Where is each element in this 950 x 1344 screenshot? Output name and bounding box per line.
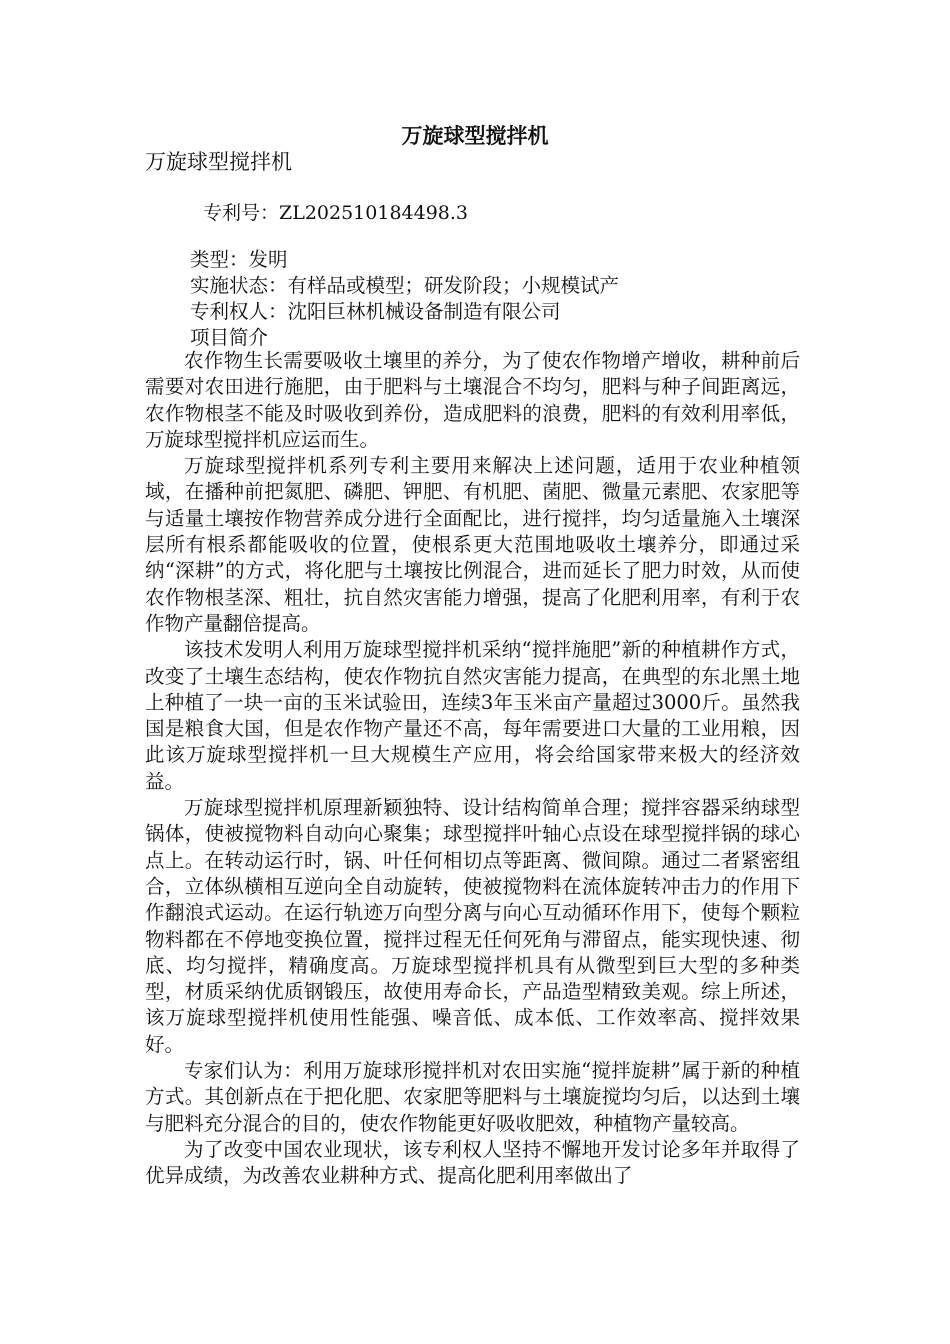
- paragraph: 万旋球型搅拌机原理新颖独特、设计结构简单合理；搅拌容器采纳球型锅体，使被搅物料自动向心聚集；球型搅拌叶轴心点设在球型搅拌锅的球心点上。在转动运行时，锅、叶任何相切点等距离、微间隙。通过二者紧密组合，立体纵横相互逆向全自动旋转，使被搅物料在流体旋转冲击力的作用下作翻浪式运动。在运行轨迹万向型分离与向心互动循环作用下，使每个颗粒物料都在不停地变换位置，搅拌过程无任何死角与滞留点，能实现快速、彻底、均匀搅拌，精确度高。万旋球型搅拌机具有从微型到巨大型的多种类型，材质采纳优质钢锻压，故使用寿命长，产品造型精致美观。综上所述，该万旋球型搅拌机使用性能强、噪音低、成本低、工作效率高、搅拌效果好。: [145, 796, 800, 1056]
- paragraph: 万旋球型搅拌机系列专利主要用来解决上述问题，适用于农业种植领域，在播种前把氮肥、磷肥、钾肥、有机肥、菌肥、微量元素肥、农家肥等与适量土壤按作物营养成分进行全面配比，进行搅拌，均匀适量施入土壤深层所有根系都能吸收的位置，使根系更大范围地吸收土壤养分，即通过采纳“深耕”的方式，将化肥与土壤按比例混合，进而延长了肥力时效，从而使农作物根茎深、粗壮，抗自然灾害能力增强，提高了化肥利用率，有利于农作物产量翻倍提高。: [145, 454, 800, 635]
- patent-holder: 专利权人：沈阳巨林机械设备制造有限公司: [190, 300, 561, 323]
- paragraph: 为了改变中国农业现状，该专利权人坚持不懈地开发讨论多年并取得了优异成绩，为改善农业耕种方式、提高化肥利用率做出了: [145, 1137, 800, 1188]
- paragraph: 该技术发明人利用万旋球型搅拌机采纳“搅拌施肥”新的种植耕作方式，改变了土壤生态结构，使农作物抗自然灾害能力提高，在典型的东北黑土地上种植了一块一亩的玉米试验田，连续3年玉米亩产量超过3000斤。虽然我国是粮食大国，但是农作物产量还不高，每年需要进口大量的工业用粮，因此该万旋球型搅拌机一旦大规模生产应用，将会给国家带来极大的经济效益。: [145, 638, 800, 793]
- paragraph: 农作物生长需要吸收土壤里的养分，为了使农作物增产增收，耕种前后需要对农田进行施肥，由于肥料与土壤混合不均匀，肥料与种子间距离远，农作物根茎不能及时吸收到养份，造成肥料的浪费，肥料的有效利用率低，万旋球型搅拌机应运而生。: [145, 349, 800, 451]
- implementation-status: 实施状态：有样品或模型；研发阶段；小规模试产: [190, 274, 620, 297]
- paragraph: 专家们认为：利用万旋球形搅拌机对农田实施“搅拌旋耕”属于新的种植方式。其创新点在于把化肥、农家肥等肥料与土壤旋搅均匀后，以达到土壤与肥料充分混合的目的，使农作物能更好吸收肥效，种植物产量较高。: [145, 1059, 800, 1135]
- document-subtitle: 万旋球型搅拌机: [145, 150, 292, 174]
- patent-meta: [190, 247, 619, 351]
- document-body: [145, 348, 800, 1190]
- project-intro-heading: 项目简介: [190, 326, 269, 349]
- document-title: 万旋球型搅拌机: [401, 123, 549, 148]
- patent-type: 类型：发明: [190, 248, 288, 271]
- patent-number: 专利号：ZL202510184498.3: [203, 202, 469, 224]
